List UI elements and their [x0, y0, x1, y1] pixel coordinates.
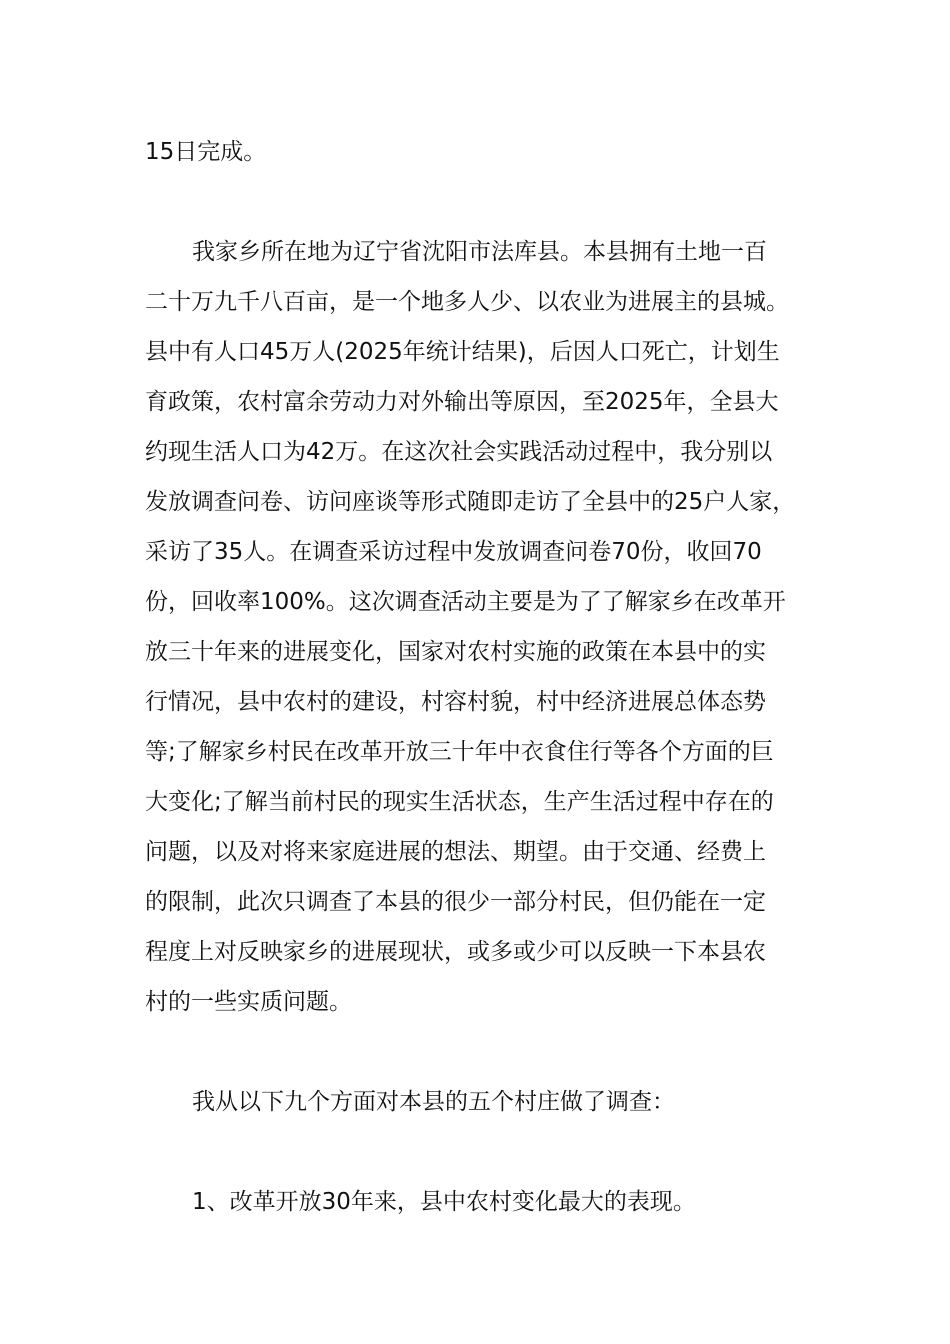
text-line: 放三十年来的进展变化，国家对农村实施的政策在本县中的实 — [145, 639, 766, 665]
text-line: 县中有人口45万人(2025年统计结果)，后因人口死亡，计划生 — [145, 339, 780, 365]
text-line: 育政策，农村富余劳动力对外输出等原因，至2025年，全县大 — [145, 389, 779, 415]
text-line: 问题，以及对将来家庭进展的想法、期望。由于交通、经费上 — [145, 839, 766, 865]
text-line: 15日完成。 — [145, 139, 267, 165]
text-line: 村的一些实质问题。 — [145, 989, 352, 1015]
text-line: 采访了35人。在调查采访过程中发放调查问卷70份，收回70 — [145, 539, 762, 565]
text-line: 二十万九千八百亩，是一个地多人少、以农业为进展主的县城。 — [145, 289, 789, 315]
text-line: 我家乡所在地为辽宁省沈阳市法库县。本县拥有土地一百 — [192, 239, 767, 265]
text-line: 大变化;了解当前村民的现实生活状态，生产生活过程中存在的 — [145, 789, 774, 815]
text-line: 的限制，此次只调查了本县的很少一部分村民，但仍能在一定 — [145, 889, 766, 915]
text-line: 等;了解家乡村民在改革开放三十年中衣食住行等各个方面的巨 — [145, 739, 774, 765]
text-line: 行情况，县中农村的建设，村容村貌，村中经济进展总体态势 — [145, 689, 766, 715]
text-line: 约现生活人口为42万。在这次社会实践活动过程中，我分别以 — [145, 439, 773, 465]
text-line: 份，回收率100%。这次调查活动主要是为了了解家乡在改革开 — [145, 589, 786, 615]
text-line: 1、改革开放30年来，县中农村变化最大的表现。 — [192, 1189, 696, 1215]
text-line: 程度上对反映家乡的进展现状，或多或少可以反映一下本县农 — [145, 939, 766, 965]
text-line: 发放调查问卷、访问座谈等形式随即走访了全县中的25户人家， — [145, 489, 796, 515]
text-line: 我从以下九个方面对本县的五个村庄做了调查： — [192, 1089, 675, 1115]
